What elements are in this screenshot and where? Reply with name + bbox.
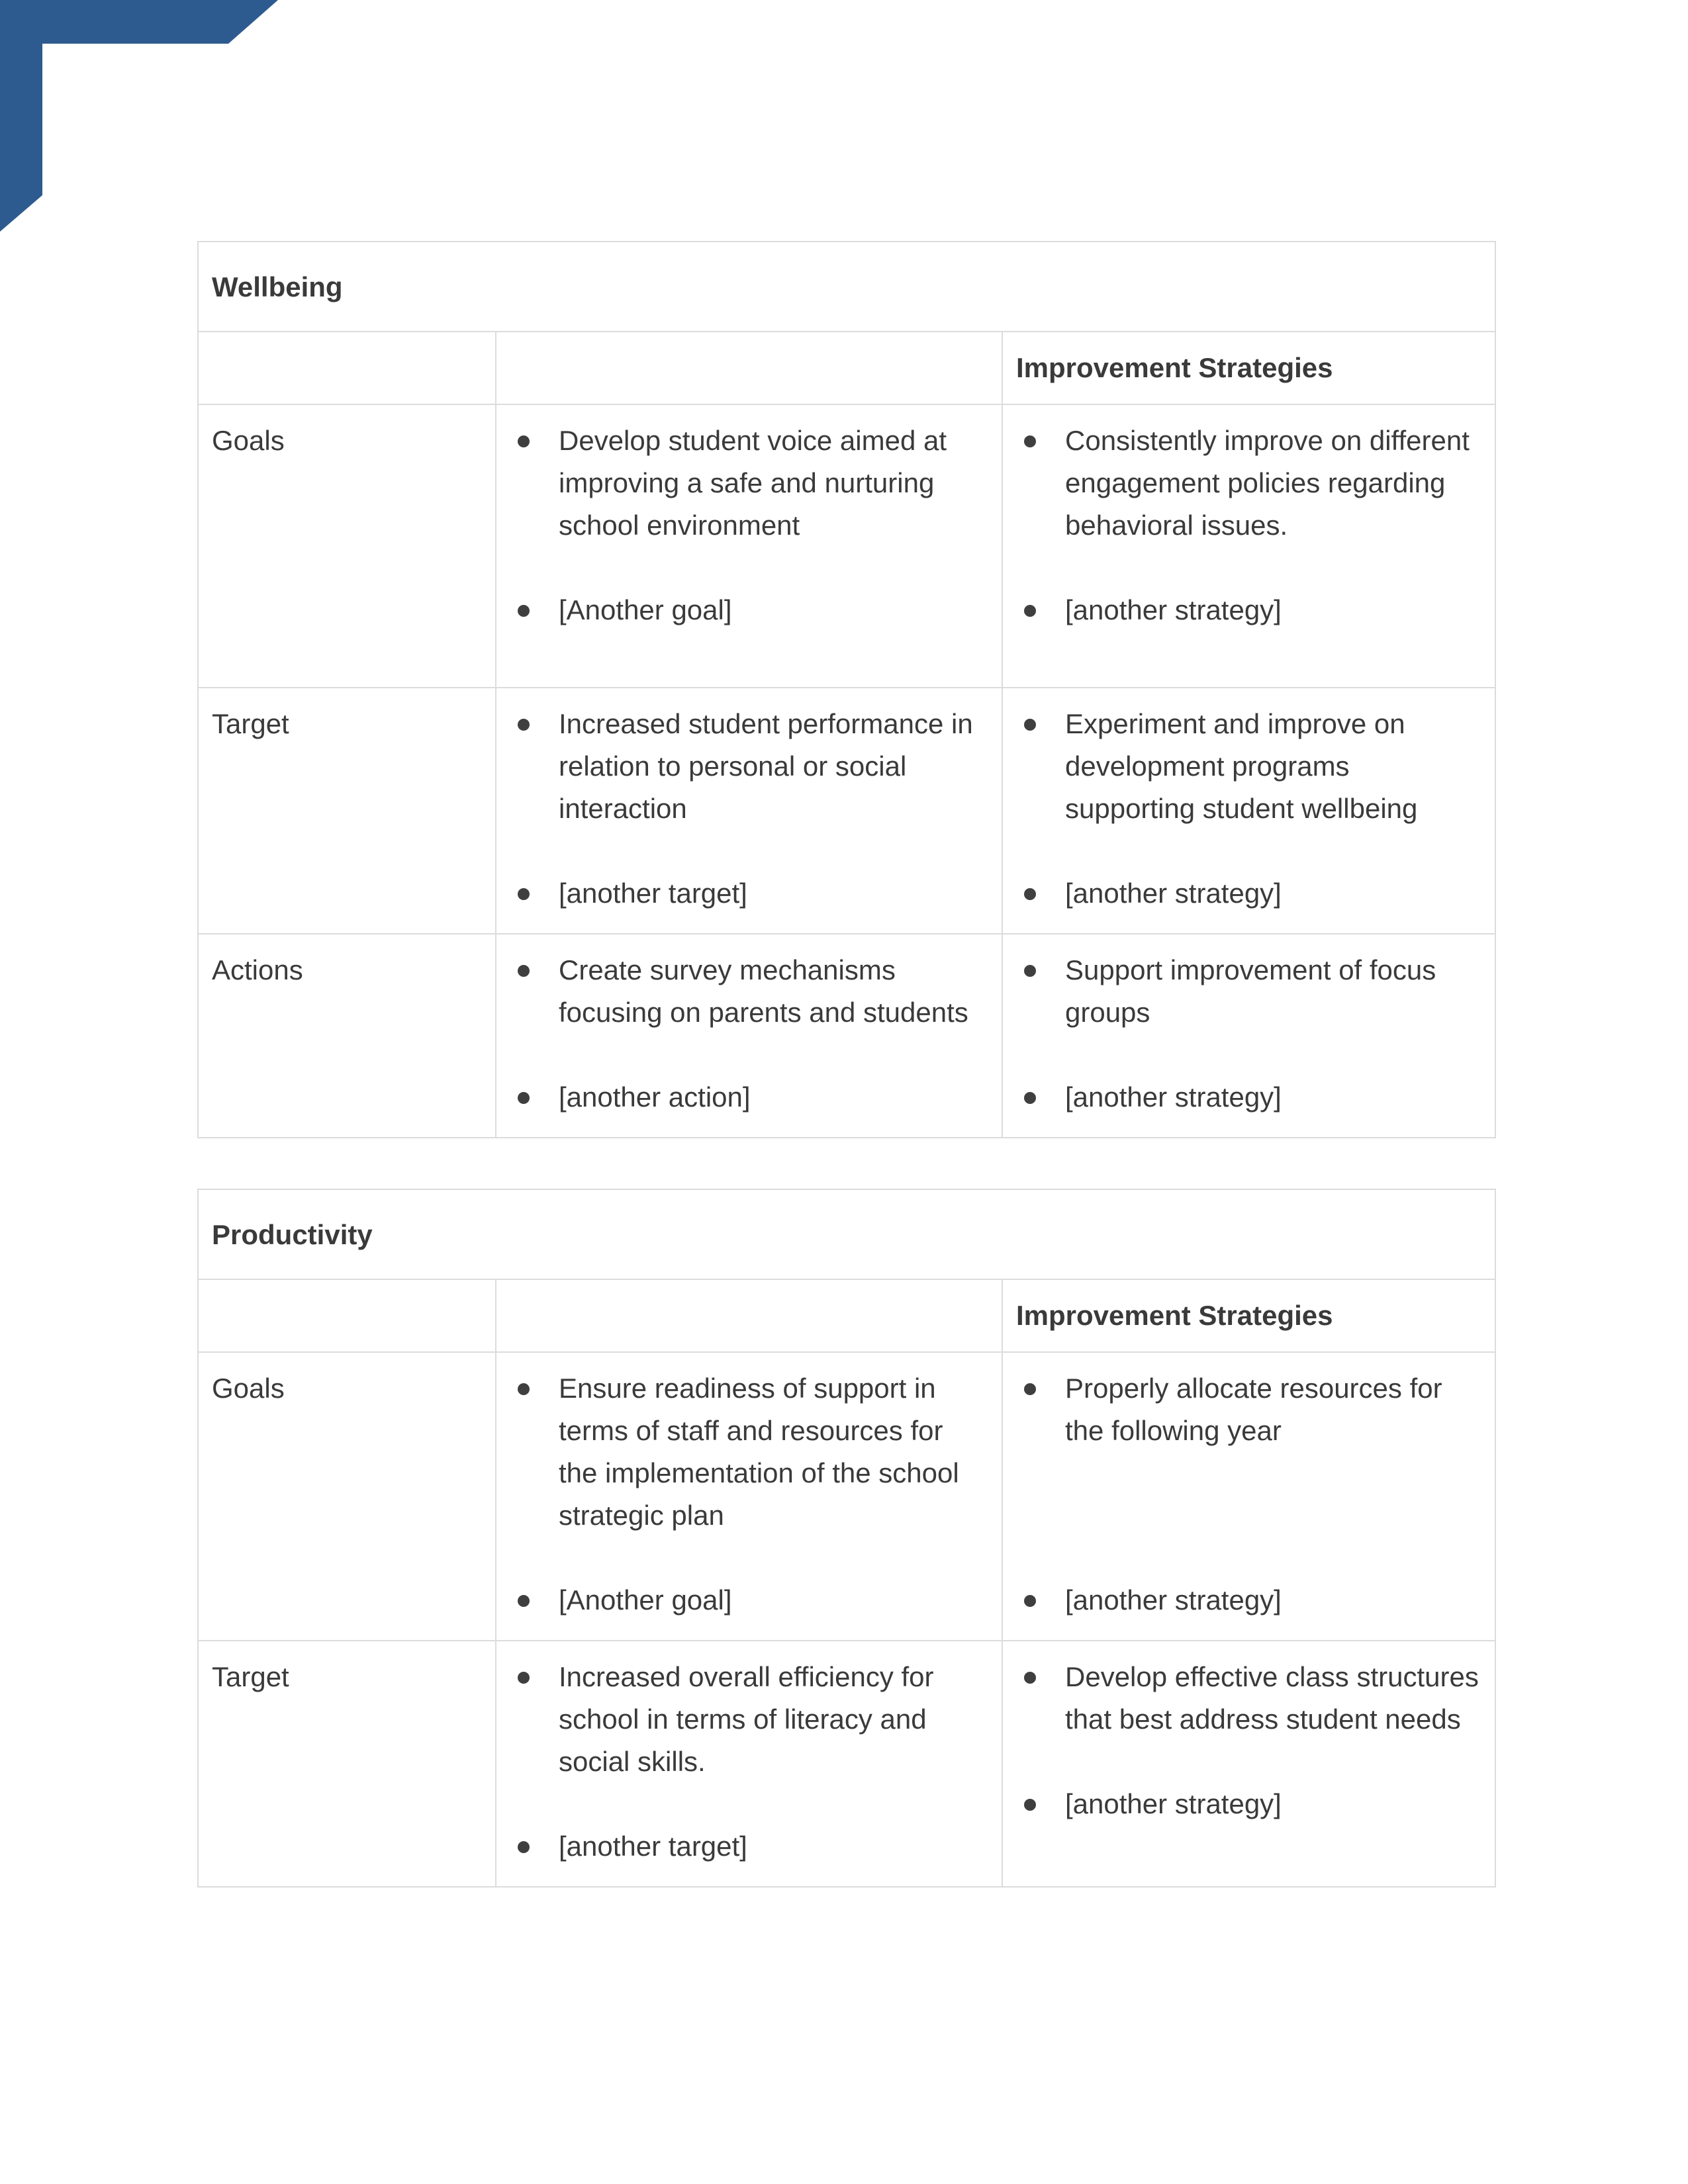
- bullet-icon: [1024, 1383, 1036, 1395]
- list-item: [1016, 703, 1481, 830]
- list-item-text: Ensure readiness of support in terms of staff and resources for the implementation of the school strategic plan: [559, 1373, 959, 1531]
- bullet-icon: [1024, 1595, 1036, 1607]
- bullet-list: [510, 1656, 988, 1868]
- list-item: [510, 420, 988, 547]
- list-item-text: [another target]: [559, 878, 747, 909]
- bullet-icon: [1024, 719, 1036, 731]
- list-item: [510, 1579, 988, 1621]
- wellbeing-table: [197, 241, 1496, 1138]
- list-item: [510, 1076, 988, 1118]
- list-item-text: [another action]: [559, 1081, 751, 1113]
- header-cell-empty: [198, 332, 496, 404]
- list-item-text: Create survey mechanisms focusing on parents and students: [559, 954, 968, 1028]
- list-item-text: Support improvement of focus groups: [1065, 954, 1436, 1028]
- list-item: [1016, 1076, 1481, 1118]
- bullet-list: [510, 949, 988, 1118]
- bullet-icon: [518, 1383, 530, 1395]
- bullet-list: [510, 420, 988, 631]
- row-label-actions: Actions: [198, 934, 496, 1138]
- list-item-text: [Another goal]: [559, 1584, 732, 1615]
- header-improvement-strategies: Improvement Strategies: [1002, 1279, 1495, 1352]
- list-item-text: [another strategy]: [1065, 1081, 1282, 1113]
- list-item: [510, 1656, 988, 1783]
- list-item-text: Consistently improve on different engagement policies regarding behavioral issues.: [1065, 425, 1470, 541]
- bullet-icon: [518, 605, 530, 617]
- bullet-list: [1016, 1367, 1481, 1621]
- bullet-icon: [1024, 1799, 1036, 1811]
- bullet-list: [1016, 703, 1481, 915]
- list-item: [510, 703, 988, 830]
- list-item-text: Experiment and improve on development programs supporting student wellbeing: [1065, 708, 1418, 824]
- list-item: [510, 1825, 988, 1868]
- goals-list-cell: [496, 404, 1002, 688]
- table-row: [198, 934, 1495, 1138]
- list-item-text: Properly allocate resources for the following year: [1065, 1373, 1442, 1446]
- bullet-icon: [518, 719, 530, 731]
- list-item: [1016, 1656, 1481, 1741]
- list-item: [510, 949, 988, 1034]
- list-item: [1016, 589, 1481, 631]
- table-title-row: [198, 242, 1495, 332]
- list-item: [1016, 1367, 1481, 1452]
- bullet-list: [1016, 420, 1481, 631]
- list-item: [1016, 420, 1481, 547]
- bullet-icon: [518, 435, 530, 447]
- row-label-goals: Goals: [198, 1352, 496, 1641]
- bullet-icon: [518, 1092, 530, 1104]
- list-item-text: Increased overall efficiency for school in terms of literacy and social skills.: [559, 1661, 934, 1777]
- list-item: [510, 589, 988, 631]
- row-label-target: Target: [198, 1641, 496, 1887]
- bullet-list: [1016, 949, 1481, 1118]
- table-row: [198, 404, 1495, 688]
- header-cell-empty: [198, 1279, 496, 1352]
- bullet-icon: [518, 965, 530, 977]
- strategies-list-cell: [1002, 404, 1495, 688]
- list-item-text: [Another goal]: [559, 594, 732, 625]
- list-item-text: Develop student voice aimed at improving a safe and nurturing school environment: [559, 425, 947, 541]
- bullet-list: [1016, 1656, 1481, 1825]
- bullet-icon: [1024, 965, 1036, 977]
- row-label-target: Target: [198, 688, 496, 934]
- target-list-cell: [496, 1641, 1002, 1887]
- list-item: [1016, 1783, 1481, 1825]
- list-item: [1016, 949, 1481, 1034]
- bullet-icon: [1024, 435, 1036, 447]
- bullet-icon: [518, 1672, 530, 1684]
- strategies-list-cell: [1002, 1352, 1495, 1641]
- bullet-icon: [1024, 1672, 1036, 1684]
- header-cell-empty: [496, 1279, 1002, 1352]
- table-title-row: [198, 1189, 1495, 1279]
- table-row: [198, 1352, 1495, 1641]
- bullet-icon: [1024, 888, 1036, 900]
- strategies-list-cell: [1002, 934, 1495, 1138]
- bullet-icon: [518, 1841, 530, 1853]
- list-item: [510, 1367, 988, 1537]
- header-cell-empty: [496, 332, 1002, 404]
- bullet-icon: [1024, 1092, 1036, 1104]
- productivity-table: [197, 1189, 1496, 1888]
- bullet-icon: [1024, 605, 1036, 617]
- list-item: [1016, 872, 1481, 915]
- header-improvement-strategies: Improvement Strategies: [1002, 332, 1495, 404]
- table-header-row: [198, 1279, 1495, 1352]
- bullet-list: [510, 1367, 988, 1621]
- bullet-list: [510, 703, 988, 915]
- table-row: [198, 688, 1495, 934]
- section-title: Wellbeing: [198, 242, 1495, 332]
- goals-list-cell: [496, 1352, 1002, 1641]
- list-item-text: Increased student performance in relation to personal or social interaction: [559, 708, 973, 824]
- corner-decoration: [0, 0, 285, 232]
- list-item-text: Develop effective class structures that best address student needs: [1065, 1661, 1479, 1735]
- actions-list-cell: [496, 934, 1002, 1138]
- list-item: [510, 872, 988, 915]
- table-row: [198, 1641, 1495, 1887]
- list-item-text: [another strategy]: [1065, 1788, 1282, 1819]
- list-item-text: [another strategy]: [1065, 1584, 1282, 1615]
- list-item-text: [another strategy]: [1065, 878, 1282, 909]
- list-item-text: [another strategy]: [1065, 594, 1282, 625]
- list-item-text: [another target]: [559, 1831, 747, 1862]
- strategies-list-cell: [1002, 688, 1495, 934]
- row-label-goals: Goals: [198, 404, 496, 688]
- strategies-list-cell: [1002, 1641, 1495, 1887]
- table-header-row: [198, 332, 1495, 404]
- list-item: [1016, 1579, 1481, 1621]
- bullet-icon: [518, 888, 530, 900]
- section-title: Productivity: [198, 1189, 1495, 1279]
- target-list-cell: [496, 688, 1002, 934]
- bullet-icon: [518, 1595, 530, 1607]
